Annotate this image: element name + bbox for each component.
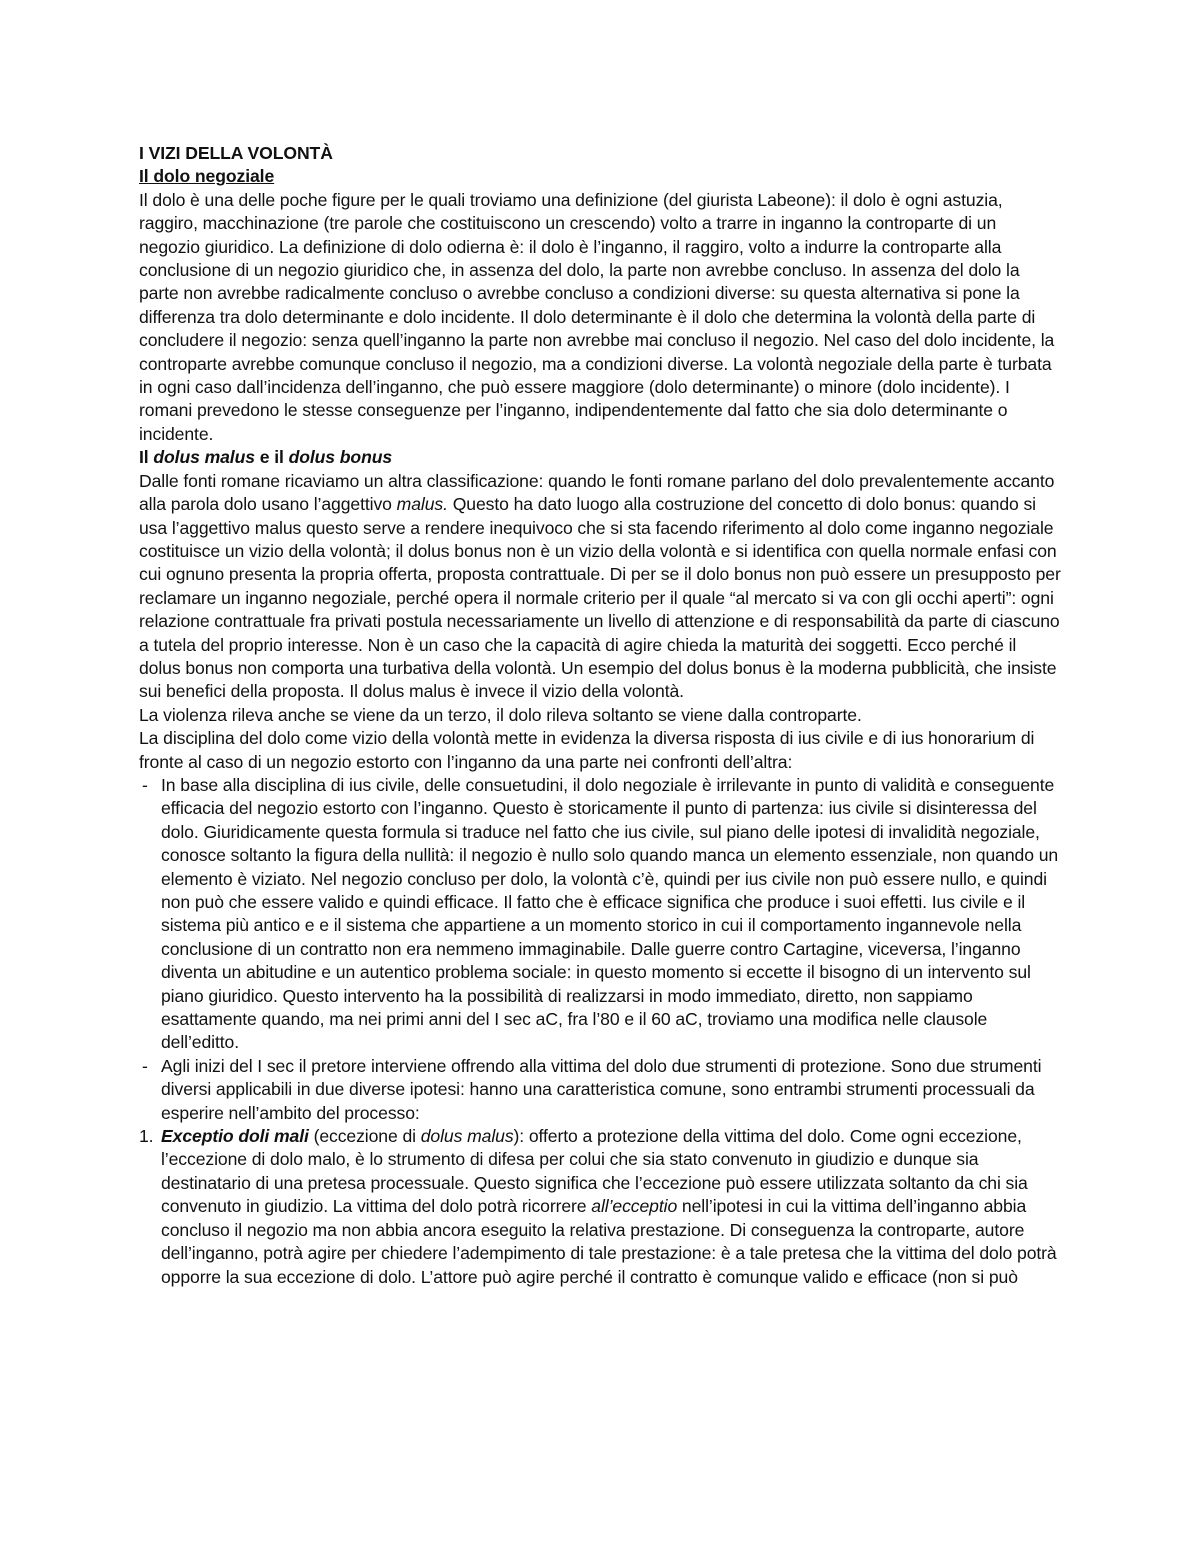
term-exceptio-doli-mali: Exceptio doli mali <box>161 1126 309 1147</box>
dash-bullet: - <box>142 1055 148 1076</box>
heading-term-dolus-malus: dolus malus <box>153 447 255 468</box>
list-item <box>139 1055 1061 1125</box>
section-heading-dolus-malus-bonus <box>139 446 1061 469</box>
term-malus: malus. <box>396 494 448 515</box>
dash-list <box>139 774 1061 1125</box>
paragraph-text: Dalle fonti romane ricaviamo un altra classificazione: quando le fonti romane parlano del dolo prevalentemente accanto alla parola dolo usano l’aggettivo <box>139 470 1055 515</box>
term-ecceptio: all’ecceptio <box>591 1196 678 1217</box>
paragraph-violenza: La violenza rileva anche se viene da un terzo, il dolo rileva soltanto se viene dalla controparte. <box>139 704 862 725</box>
heading-term-dolus-bonus: dolus bonus <box>288 447 393 468</box>
heading-text: Il <box>139 447 154 468</box>
paragraph-dolus-bonus <box>139 470 1061 704</box>
paragraph-text: Questo ha dato luogo alla costruzione del concetto di dolo bonus: quando si usa l’aggettivo malus questo serve a rendere inequivoco che si sta facendo riferimento al dolo come inganno negoziale costituisce un vizio della volontà; il dolus bonus non è un vizio della volontà e si identifica con quella normale enfasi con cui ognuno presenta la propria offerta, proposta contrattuale. Di per se il dolo bonus non può essere un presupposto per reclamare un inganno negoziale, perché opera il normale criterio per il quale “al mercato si va con gli occhi aperti”: ogni relazione contrattuale fra privati postula necessariamente un livello di attenzione e di responsabilità da parte di ciascuno a tutela del proprio interesse. Non è un caso che la capacità di agire chieda la maturità dei soggetti. Ecco perché il dolus bonus non comporta una turbativa della volontà. Un esempio del dolus bonus è la moderna pubblicità, che insiste sui benefici della proposta. Il dolus malus è invece il vizio della volontà. <box>139 494 1061 702</box>
heading-text: e il <box>254 447 289 468</box>
list-item <box>139 1125 1061 1289</box>
list-number: 1. <box>139 1126 154 1147</box>
paragraph-dolo-negoziale: Il dolo è una delle poche figure per le quali troviamo una definizione (del giurista Labeone): il dolo è ogni astuzia, raggiro, macchinazione (tre parole che costituiscono un crescendo) volto a trarre in inganno la controparte di un negozio giuridico. La definizione di dolo odierna è: il dolo è l’inganno, il raggiro, volto a indurre la controparte alla conclusione di un negozio giuridico che, in assenza del dolo, la parte non avrebbe concluso. In assenza del dolo la parte non avrebbe radicalmente concluso o avrebbe concluso a condizioni diverse: su questa alternativa si pone la differenza tra dolo determinante e dolo incidente. Il dolo determinante è il dolo che determina la volontà della parte di concludere il negozio: senza quell’inganno la parte non avrebbe mai concluso il negozio. Nel caso del dolo incidente, la controparte avrebbe comunque concluso il negozio, ma a condizioni diverse. La volontà negoziale della parte è turbata in ogni caso dall’incidenza dell’inganno, che può essere maggiore (dolo determinante) o minore (dolo incidente). I romani prevedono le stesse conseguenze per l’inganno, indipendentemente dal fatto che sia dolo determinante o incidente. <box>139 189 1055 444</box>
term-dolus-malus: dolus malus <box>420 1126 514 1147</box>
section-heading-dolo-negoziale: Il dolo negoziale <box>139 166 275 187</box>
list-item-text: In base alla disciplina di ius civile, delle consuetudini, il dolo negoziale è irrilevante in punto di validità e conseguente efficacia del negozio estorto con l’inganno. Questo è storicamente il punto di partenza: ius civile si disinteressa del dolo. Giuridicamente questa formula si traduce nel fatto che ius civile, sul piano delle ipotesi di invalidità negoziale, conosce soltanto la figura della nullità: il negozio è nullo solo quando manca un elemento essenziale, non quando un elemento è viziato. Nel negozio concluso per dolo, la volontà c’è, quindi per ius civile non può essere nullo, e quindi non può che essere valido e quindi efficace. Il fatto che è efficace significa che produce i suoi effetti. Ius civile e il sistema più antico e e il sistema che appartiene a un momento storico in cui il comportamento ingannevole nella conclusione di un contratto non era nemmeno immaginabile. Dalle guerre contro Cartagine, viceversa, l’inganno diventa un abitudine e un autentico problema sociale: in questo momento si eccette il bisogno di un intervento sul piano giuridico. Questo intervento ha la possibilità di realizzarsi in modo immediato, diretto, non sappiamo esattamente quando, ma nei primi anni del I sec aC, fra l’80 e il 60 aC, troviamo una modifica nelle clausole dell’editto. <box>161 774 1059 1053</box>
document-title: I VIZI DELLA VOLONTÀ <box>139 143 333 163</box>
list-item-text: ): offerto a protezione della vittima del dolo. Come ogni eccezione, l’eccezione di dolo malo, è lo strumento di difesa per colui che sia stato convenuto in giudizio e dunque sia destinatario di una pretesa processuale. Questo significa che l’eccezione può essere utilizzata soltanto da chi sia convenuto in giudizio. La vittima del dolo potrà ricorrere <box>161 1126 1028 1217</box>
list-item-text: Agli inizi del I sec il pretore interviene offrendo alla vittima del dolo due strumenti di protezione. Sono due strumenti diversi applicabili in due diverse ipotesi: hanno una caratteristica comune, sono entrambi strumenti processuali da esperire nell’ambito del processo: <box>161 1055 1042 1123</box>
document-page <box>139 142 1061 1289</box>
list-item-text: (eccezione di <box>308 1126 421 1147</box>
numbered-list <box>139 1125 1061 1289</box>
list-item-text: nell’ipotesi in cui la vittima dell’inganno abbia concluso il negozio ma non abbia ancora eseguito la relativa prestazione. Di conseguenza la controparte, autore dell’inganno, potrà agire per chiedere l’adempimento di tale prestazione: è a tale pretesa che la vittima del dolo potrà opporre la sua eccezione di dolo. L’attore può agire perché il contratto è comunque valido e efficace (non si può <box>161 1196 1057 1287</box>
dash-bullet: - <box>142 774 148 795</box>
list-item <box>139 774 1061 1055</box>
paragraph-disciplina: La disciplina del dolo come vizio della volontà mette in evidenza la diversa risposta di ius civile e di ius honorarium di fronte al caso di un negozio estorto con l’inganno da una parte nei confronti dell’altra: <box>139 728 1035 772</box>
